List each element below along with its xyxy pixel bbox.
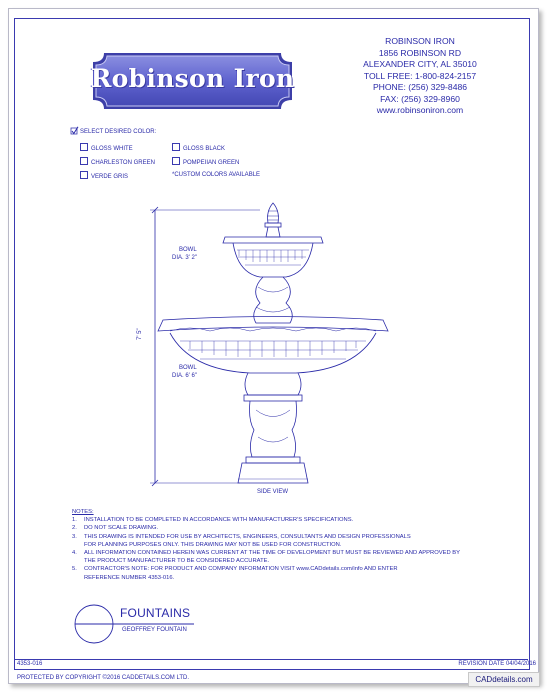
bottom-bowl-diameter: DIA. 6' 6" <box>172 373 197 379</box>
note-3: THIS DRAWING IS INTENDED FOR USE BY ARCHITECTS, ENGINEERS, CONSULTANTS AND DESIGN PROFESSIONALS <box>84 533 411 540</box>
company-city: ALEXANDER CITY, AL 35010 <box>363 59 477 69</box>
note-4-cont: THE PRODUCT MANUFACTURER TO BE CONSIDERED ACCURATE. <box>84 558 270 565</box>
top-bowl-label: BOWL <box>179 247 197 253</box>
logo <box>90 50 295 112</box>
notes: NOTES: 1. INSTALLATION TO BE COMPLETED IN ACCORDANCE WITH MANUFACTURER'S SPECIFICATIONS. 2. DO NOT SCALE DRAWING. 3. THIS DRAWING IS INTENDED FOR USE BY ARCHITECTS, ENGINEERS, CONSULTANTS AND DESIGN PROFESSIONALS FOR PLANNING PURPOSES ONLY. THIS DRAWING MAY NOT BE USED FOR CONSTRUCTION. 4. ALL INFORMATION CONTAINED HEREIN WAS CURRENT AT THE TIME OF DEVELOPMENT BUT MUST BE REVIEWED AND APPROVED BY THE PRODUCT MANUFACTURER TO BE CONSIDERED ACCURATE. 5. CONTRACTOR'S NOTE: FOR PRODUCT AND COMPANY INFORMATION VISIT www.CADdetails.com/info AND ENTER REFERENCE NUMBER 4353-016. <box>72 508 502 582</box>
note-4: ALL INFORMATION CONTAINED HEREIN WAS CURRENT AT THE TIME OF DEVELOPMENT BUT MUST BE REVIEWED AND APPROVED BY <box>84 550 461 557</box>
note-5-cont: REFERENCE NUMBER 4353-016. <box>84 574 175 581</box>
side-view-label: SIDE VIEW <box>257 489 289 495</box>
company-web[interactable]: www.robinsoniron.com <box>376 105 464 115</box>
company-tollfree: TOLL FREE: 1-800-824-2157 <box>363 70 477 81</box>
option-verde-gris[interactable]: VERDE GRIS <box>80 171 128 180</box>
checkmark-icon[interactable] <box>70 126 79 135</box>
fountain-side-view <box>130 195 420 495</box>
bottom-bowl-label: BOWL <box>179 365 197 371</box>
drawing-subtitle: GEOFFREY FOUNTAIN <box>122 627 187 633</box>
caddetails-brand[interactable]: CADdetails.com <box>468 672 540 687</box>
company-name: ROBINSON IRON <box>385 36 455 46</box>
logo-text: Robinson Iron <box>90 64 295 93</box>
footer-divider <box>14 659 528 660</box>
checkbox[interactable] <box>80 157 88 165</box>
note-1: INSTALLATION TO BE COMPLETED IN ACCORDANCE WITH MANUFACTURER'S SPECIFICATIONS. <box>84 517 354 524</box>
checkbox[interactable] <box>172 157 180 165</box>
note-3-cont: FOR PLANNING PURPOSES ONLY. THIS DRAWING MAY NOT BE USED FOR CONSTRUCTION. <box>84 541 342 548</box>
custom-colors-note: *CUSTOM COLORS AVAILABLE <box>172 172 261 178</box>
option-pompeiian-green[interactable]: POMPEIIAN GREEN <box>172 157 239 166</box>
company-address: 1856 ROBINSON RD <box>378 47 462 58</box>
checkbox[interactable] <box>80 143 88 151</box>
drawing-title: FOUNTAINS <box>120 606 191 620</box>
option-gloss-black[interactable]: GLOSS BLACK <box>172 143 225 152</box>
option-gloss-white[interactable]: GLOSS WHITE <box>80 143 133 152</box>
company-contact <box>340 36 500 117</box>
checkbox[interactable] <box>80 171 88 179</box>
copyright: PROTECTED BY COPYRIGHT ©2016 CADDETAILS.COM LTD. <box>17 675 190 681</box>
height-dimension: 7' 5" <box>137 328 143 340</box>
notes-title: NOTES: <box>72 509 94 515</box>
checkbox[interactable] <box>172 143 180 151</box>
color-select-title: SELECT DESIRED COLOR: <box>80 129 157 135</box>
note-5: CONTRACTOR'S NOTE: FOR PRODUCT AND COMPANY INFORMATION VISIT www.CADdetails.com/info AND ENTER <box>84 566 398 573</box>
drawing-number: 4353-016 <box>17 661 43 667</box>
option-charleston-green[interactable]: CHARLESTON GREEN <box>80 157 155 166</box>
company-phone: PHONE: (256) 329-8486 <box>372 82 468 92</box>
top-bowl-diameter: DIA. 3' 2" <box>172 255 197 261</box>
note-2: DO NOT SCALE DRAWING. <box>84 525 159 532</box>
revision-date: REVISION DATE 04/04/2016 <box>458 661 536 667</box>
company-fax: FAX: (256) 329-8960 <box>380 93 460 104</box>
